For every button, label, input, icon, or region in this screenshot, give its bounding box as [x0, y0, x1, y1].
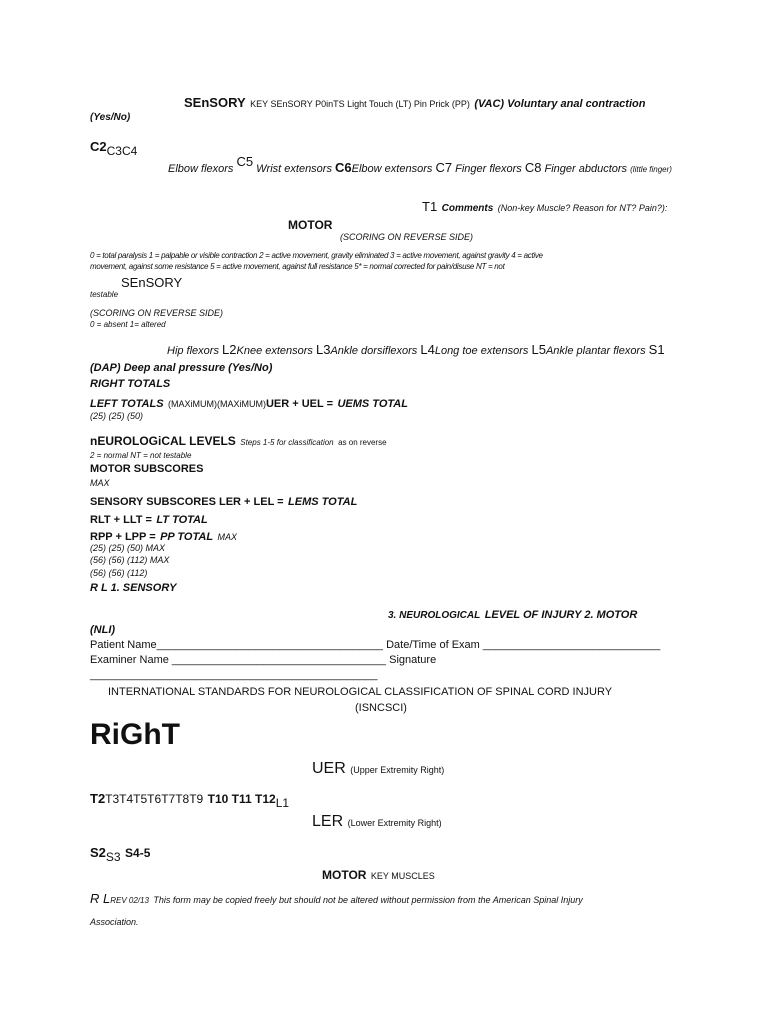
uer-line — [312, 760, 444, 778]
sensory-scale: 0 = absent 1= altered — [90, 320, 166, 329]
elbow-extensors: Elbow extensors — [351, 163, 433, 175]
left-totals-line — [90, 394, 408, 412]
lt-total: LT TOTAL — [156, 514, 208, 526]
lower-extremity-muscles — [167, 343, 665, 358]
left-totals: LEFT TOTALS — [90, 398, 164, 410]
signature-label: Signature — [389, 654, 437, 666]
level-s2: S2 — [90, 845, 106, 860]
level-l1: L1 — [275, 796, 290, 810]
upper-extremity-muscles — [168, 154, 672, 176]
level-c7: C7 — [435, 160, 453, 175]
patient-line — [90, 639, 660, 652]
level-c2: C2 — [90, 139, 107, 154]
motor-heading: MOTOR — [288, 218, 333, 232]
comments-line — [422, 198, 667, 216]
wrist-extensors: Wrist extensors — [256, 163, 332, 175]
sensory-heading: SEnSORY — [184, 95, 246, 110]
sensory-subscores-line — [90, 492, 357, 510]
uer-plus-uel: UER + UEL = — [265, 398, 334, 410]
cervical-levels — [90, 138, 137, 156]
thoracic-levels — [90, 790, 289, 808]
sensory-testable: testable — [90, 290, 119, 299]
right-totals: RIGHT TOTALS — [90, 378, 171, 390]
sensory-subscores: SENSORY SUBSCORES LER + LEL = — [90, 496, 284, 508]
motor-scoring-note: (SCORING ON REVERSE SIDE) — [340, 232, 474, 242]
sensory-scoring-note: (SCORING ON REVERSE SIDE) — [90, 308, 224, 318]
hip-flexors: Hip flexors — [167, 345, 219, 357]
lems-total: LEMS TOTAL — [288, 496, 358, 508]
normal-note: 2 = normal NT = not testable — [90, 451, 192, 460]
sensory-heading-2: SEnSORY — [121, 275, 183, 290]
neuro-as-on-reverse: as on reverse — [338, 438, 387, 447]
long-toe-extensors: Long toe extensors — [434, 345, 529, 357]
copy-notice-cont: Association. — [90, 917, 139, 927]
level-c5: C5 — [236, 154, 254, 169]
footer-line — [90, 890, 583, 908]
level-l2: L2 — [222, 342, 237, 357]
elbow-flexors: Elbow flexors — [168, 163, 234, 175]
max-values-line1: (25) (25) (50) MAX — [90, 543, 166, 553]
dap-label: (DAP) Deep anal pressure (Yes/No) — [90, 362, 273, 374]
ler-label: LER — [312, 813, 344, 830]
pp-total: PP TOTAL — [160, 531, 214, 543]
patient-name-field[interactable]: _____________________________________ — [156, 639, 384, 651]
key-sensory-points: KEY SEnSORY P0inTS Light Touch (LT) Pin Prick (PP) — [250, 99, 470, 109]
uer-label: UER — [312, 760, 346, 777]
maximum-labels: (MAXiMUM)(MAXiMUM) — [167, 399, 266, 409]
rpp-plus-lpp: RPP + LPP = — [90, 531, 156, 543]
ankle-plantar-flexors: Ankle plantar flexors — [545, 345, 646, 357]
pp-total-max: MAX — [217, 532, 238, 542]
sacral-levels — [90, 844, 150, 862]
uems-total: UEMS TOTAL — [337, 398, 408, 410]
finger-abductors: Finger abductors — [544, 163, 628, 175]
rl-sensory: R L 1. SENSORY — [90, 582, 177, 594]
max-values-line3: (56) (56) (112) — [90, 568, 148, 578]
patient-name-label: Patient Name — [90, 639, 157, 651]
ler-description: (Lower Extremity Right) — [347, 818, 442, 828]
motor-scale-line1: 0 = total paralysis 1 = palpable or visible contraction 2 = active movement, gravity eliminated 3 = active movement, against gravity 4 = active — [90, 251, 543, 260]
motor-label: MOTOR — [322, 868, 367, 882]
level-s3: S3 — [105, 850, 121, 864]
totals-max-values: (25) (25) (50) — [90, 411, 144, 421]
levels-t3-t9: T3T4T5T6T7T8T9 — [105, 792, 204, 806]
date-time-field[interactable]: _____________________________ — [482, 639, 661, 651]
levels-t10-t12: T10 T11 T12 — [207, 792, 276, 806]
examiner-name-label: Examiner Name — [90, 654, 169, 666]
finger-flexors: Finger flexors — [455, 163, 522, 175]
neuro-steps: Steps 1-5 for classification — [240, 438, 334, 447]
comments-text: (Non-key Muscle? Reason for NT? Pain?): — [497, 203, 668, 213]
level-of-injury-motor: LEVEL OF INJURY 2. MOTOR — [484, 609, 638, 621]
level-c6: C6 — [335, 160, 352, 175]
little-finger: (little finger) — [630, 165, 672, 174]
neurological-levels-heading: nEUROLOGiCAL LEVELS — [90, 434, 236, 448]
level-l4: L4 — [420, 342, 435, 357]
neurological-levels-line — [90, 432, 387, 450]
header-line — [184, 94, 645, 112]
level-s4-5: S4-5 — [125, 846, 151, 860]
max-values-line2: (56) (56) (112) MAX — [90, 555, 170, 565]
copy-notice: This form may be copied freely but should not be altered without permission from the American Spinal Injury — [153, 895, 583, 905]
neurological-label: 3. NEUROLOGICAL — [388, 610, 481, 621]
level-t2: T2 — [90, 791, 106, 806]
motor-subscores-max: MAX — [90, 478, 110, 488]
level-s1: S1 — [648, 342, 665, 357]
signature-field[interactable]: _______________________________________________ — [90, 669, 378, 681]
knee-extensors: Knee extensors — [236, 345, 313, 357]
examiner-line — [90, 654, 436, 667]
ler-line — [312, 813, 442, 831]
uer-description: (Upper Extremity Right) — [350, 765, 445, 775]
level-l3: L3 — [316, 342, 331, 357]
nli-abbrev: (NLI) — [90, 624, 116, 636]
motor-scale-line2: movement, against some resistance 5 = active movement, against full resistance 5* = normal corrected for pain/disuse NT = not — [90, 262, 505, 271]
vac-label: (VAC) Voluntary anal contraction — [474, 98, 646, 110]
level-c8: C8 — [524, 160, 542, 175]
comments-label: Comments — [441, 203, 494, 214]
level-c3c4: C3C4 — [106, 144, 138, 158]
motor-subscores: MOTOR SUBSCORES — [90, 463, 204, 475]
form-title: INTERNATIONAL STANDARDS FOR NEUROLOGICAL CLASSIFICATION OF SPINAL CORD INJURY — [108, 686, 613, 698]
level-l5: L5 — [531, 342, 546, 357]
motor-key-muscles — [322, 866, 435, 884]
vac-yes-no: (Yes/No) — [90, 112, 131, 123]
revision-label: REV 02/13 — [110, 896, 149, 905]
right-heading: RiGhT — [90, 718, 180, 751]
form-title-acronym: (ISNCSCI) — [355, 702, 407, 714]
nli-line — [388, 605, 637, 623]
level-t1: T1 — [422, 199, 438, 214]
lt-total-line — [90, 510, 208, 528]
key-muscles-label: KEY MUSCLES — [370, 871, 435, 881]
date-time-label: Date/Time of Exam — [386, 639, 480, 651]
rlt-plus-llt: RLT + LLT = — [90, 514, 152, 526]
footer-rl: R L — [90, 891, 111, 906]
ankle-dorsiflexors: Ankle dorsiflexors — [330, 345, 418, 357]
examiner-name-field[interactable]: ___________________________________ — [171, 654, 387, 666]
